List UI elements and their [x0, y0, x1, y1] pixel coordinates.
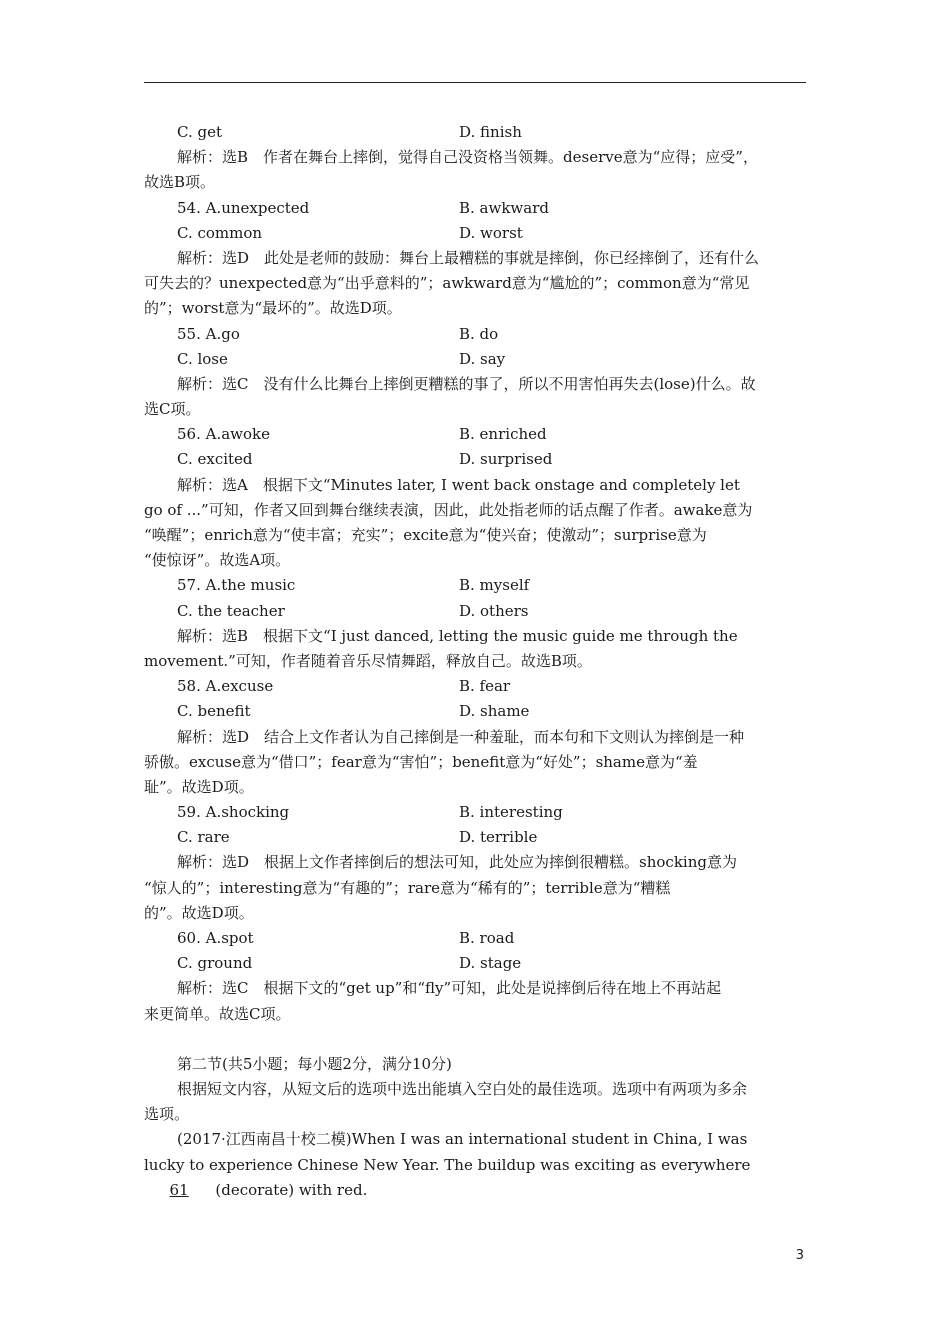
option-left: C. common — [177, 223, 263, 242]
section-gap — [144, 1027, 806, 1052]
analysis-line: “唤醒”；enrich意为“使丰富；充实”；excite意为“使兴奋；使激动”；surprise意为 — [144, 526, 707, 544]
analysis-line: 选C项。 — [144, 400, 201, 419]
option-left: C. ground — [177, 954, 253, 973]
option-right: B. enriched — [459, 425, 547, 444]
option-left: C. benefit — [177, 702, 251, 721]
page-number: 3 — [795, 1248, 804, 1263]
option-left: C. lose — [177, 349, 228, 368]
analysis-paragraph — [144, 145, 806, 195]
option-left: C. rare — [177, 828, 230, 847]
option-left: 58. A.excuse — [177, 677, 274, 696]
option-left: 55. A.go — [177, 324, 240, 343]
option-row — [144, 322, 806, 347]
analysis-paragraph — [144, 246, 806, 322]
option-row — [144, 221, 806, 246]
option-row — [144, 699, 806, 724]
analysis-paragraph — [144, 725, 806, 801]
option-row — [144, 674, 806, 699]
passage-line: lucky to experience Chinese New Year. The buildup was exciting as everywhere — [144, 1155, 751, 1174]
option-right: B. awkward — [459, 198, 549, 217]
option-right: B. myself — [459, 576, 530, 595]
option-row — [144, 951, 806, 976]
analysis-line: “使惊讶”。故选A项。 — [144, 551, 291, 570]
analysis-paragraph — [144, 624, 806, 674]
analysis-line: go of ...”可知，作者又回到舞台继续表演，因此，此处指老师的话点醒了作者。awake意为 — [144, 500, 753, 519]
option-left: C. excited — [177, 450, 253, 469]
option-row — [144, 120, 806, 145]
option-left: 59. A.shocking — [177, 803, 290, 822]
option-row — [144, 422, 806, 447]
option-row — [144, 347, 806, 372]
analysis-paragraph — [144, 372, 806, 422]
analysis-line: 骄傲。excuse意为“借口”；fear意为“害怕”；benefit意为“好处”；shame意为“羞 — [144, 752, 698, 771]
analysis-line: “惊人的”；interesting意为“有趣的”；rare意为“稀有的”；terrible意为“糟糕 — [144, 878, 671, 897]
section-heading: 第二节(共5小题；每小题2分，满分10分) — [177, 1054, 452, 1073]
blank-61: 61 — [169, 1180, 189, 1199]
option-left: 56. A.awoke — [177, 425, 271, 444]
analysis-line: 来更简单。故选C项。 — [144, 1004, 291, 1023]
analysis-line: 可失去的？unexpected意为“出乎意料的”；awkward意为“尴尬的”；common意为“常见 — [144, 274, 750, 293]
option-right: D. stage — [459, 954, 522, 973]
header-rule — [144, 82, 806, 83]
option-right: B. do — [459, 324, 499, 343]
page-content — [144, 120, 806, 1203]
option-right: B. fear — [459, 677, 511, 696]
option-row — [144, 926, 806, 951]
passage-line — [144, 1178, 806, 1203]
analysis-line: 的”；worst意为“最坏的”。故选D项。 — [144, 299, 402, 318]
option-right: D. say — [459, 349, 506, 368]
analysis-line: 解析：选A 根据下文“Minutes later, I went back onstage and completely let — [177, 475, 740, 494]
analysis-paragraph — [144, 976, 806, 1026]
option-row — [144, 447, 806, 472]
option-right: D. terrible — [459, 828, 538, 847]
passage-text: (decorate) with red. — [215, 1180, 368, 1199]
option-right: B. interesting — [459, 803, 563, 822]
analysis-line: 的”。故选D项。 — [144, 903, 254, 922]
analysis-line: movement.”可知，作者随着音乐尽情舞蹈，释放自己。故选B项。 — [144, 651, 592, 670]
analysis-line: 故选B项。 — [144, 173, 216, 192]
option-left: 57. A.the music — [177, 576, 296, 595]
analysis-paragraph — [144, 473, 806, 574]
analysis-line: 解析：选D 根据上文作者摔倒后的想法可知，此处应为摔倒很糟糕。shocking意为 — [177, 853, 737, 872]
option-left: 54. A.unexpected — [177, 198, 310, 217]
option-row — [144, 196, 806, 221]
option-right: D. surprised — [459, 450, 553, 469]
option-left: C. get — [177, 123, 222, 141]
option-row — [144, 825, 806, 850]
analysis-line: 解析：选D 结合上文作者认为自己摔倒是一种羞耻，而本句和下文则认为摔倒是一种 — [177, 727, 745, 746]
option-left: C. the teacher — [177, 601, 285, 620]
option-right: B. road — [459, 929, 515, 947]
analysis-line: 耻”。故选D项。 — [144, 777, 254, 796]
option-left: 60. A.spot — [177, 929, 254, 947]
instruction-line: 根据短文内容，从短文后的选项中选出能填入空白处的最佳选项。选项中有两项为多余 — [177, 1079, 748, 1098]
analysis-line: 解析：选B 根据下文“I just danced, letting the music guide me through the — [177, 626, 738, 645]
option-right: D. worst — [459, 223, 523, 242]
section-instruction — [144, 1077, 806, 1127]
option-right: D. finish — [459, 123, 522, 141]
option-right: D. shame — [459, 702, 530, 721]
analysis-line: 解析：选B 作者在舞台上摔倒，觉得自己没资格当领舞。deserve意为“应得；应受”， — [177, 148, 758, 167]
analysis-line: 解析：选D 此处是老师的鼓励：舞台上最糟糕的事就是摔倒，你已经摔倒了，还有什么 — [177, 248, 760, 267]
passage — [144, 1127, 806, 1203]
option-right: D. others — [459, 601, 529, 620]
analysis-paragraph — [144, 850, 806, 926]
passage-line: (2017·江西南昌十校二模)When I was an international student in China, I was — [177, 1130, 748, 1149]
option-row — [144, 599, 806, 624]
analysis-line: 解析：选C 根据下文的“get up”和“fly”可知，此处是说摔倒后待在地上不再站起 — [177, 979, 722, 998]
instruction-line: 选项。 — [144, 1105, 190, 1124]
option-row — [144, 800, 806, 825]
option-row — [144, 573, 806, 598]
analysis-line: 解析：选C 没有什么比舞台上摔倒更糟糕的事了，所以不用害怕再失去(lose)什么。故 — [177, 374, 756, 393]
